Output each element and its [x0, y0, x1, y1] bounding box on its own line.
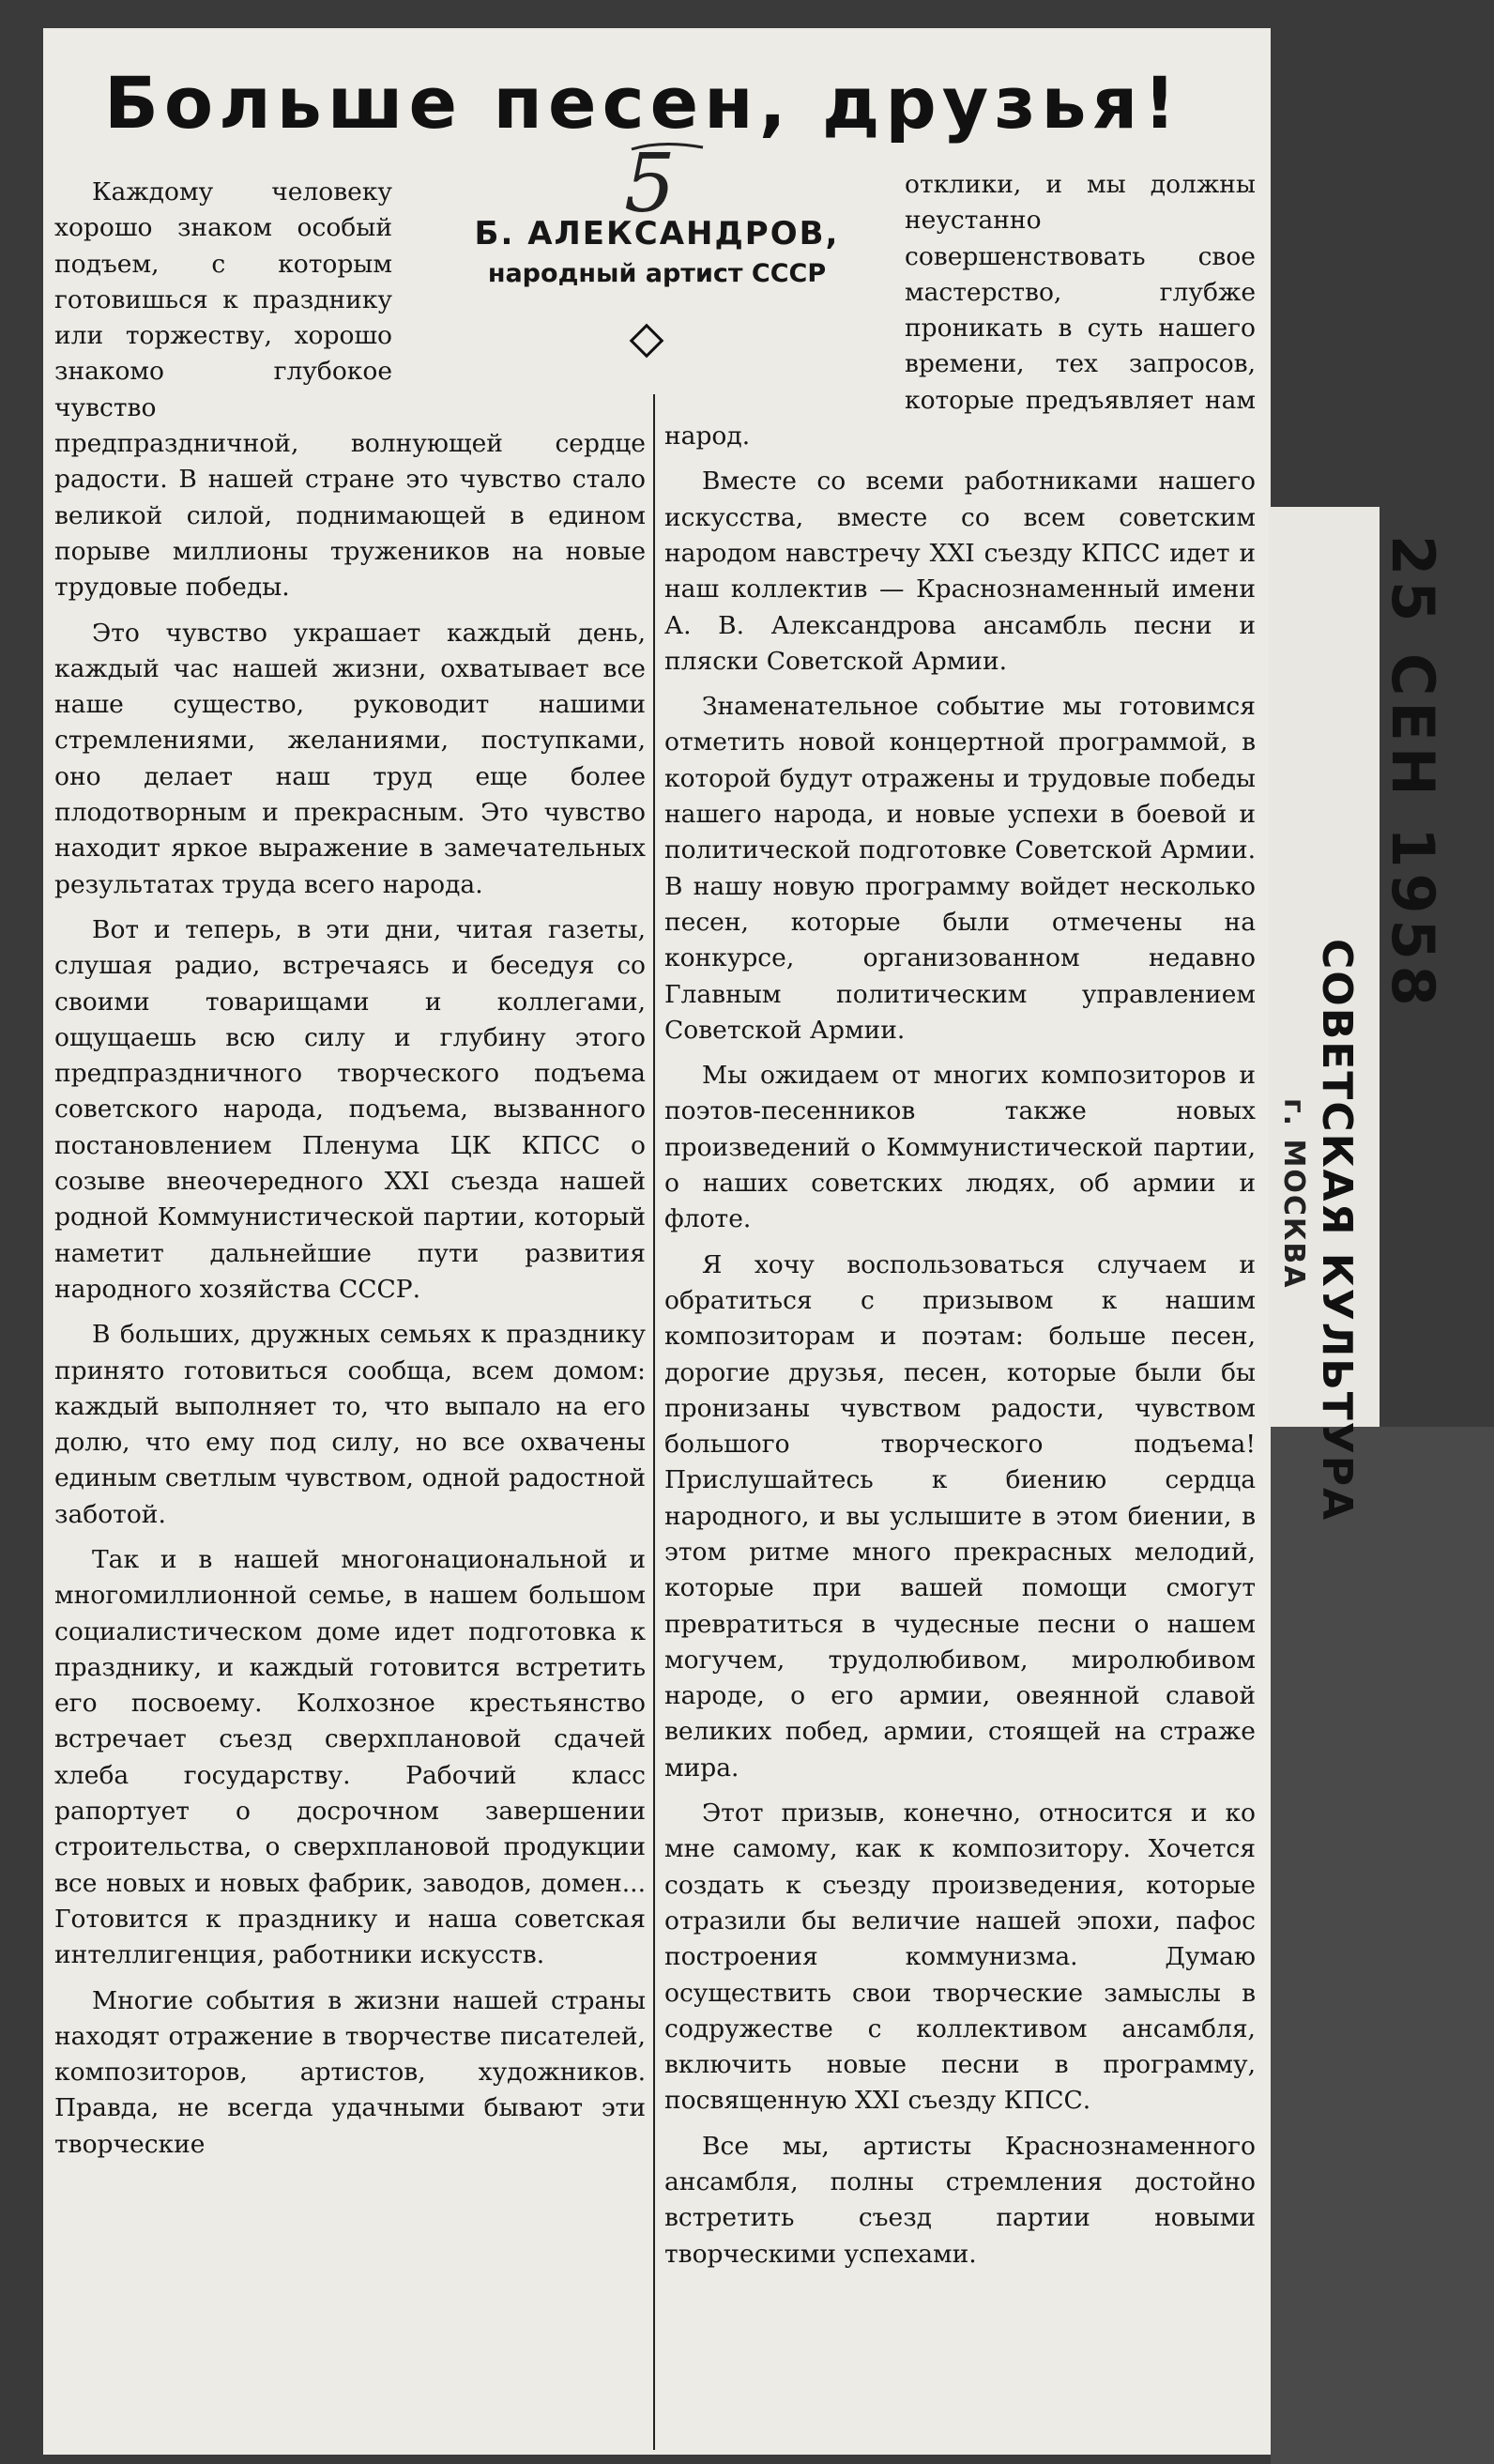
- article-paragraph: В больших, дружных семьях к празднику принято готовиться сообща, всем домом: каждый выполняет то, что выпало на его долю, что ему под силу, но все охвачены единым светлым чувством, одной радостной заботой.: [54, 1320, 646, 1529]
- article-paragraph: Этот призыв, конечно, относится и ко мне самому, как к композитору. Хочется создать к съезду произведения, которые отразили бы величие нашей эпохи, пафос построения коммунизма. Думаю осуществить свои творческие замыслы в содружестве с коллективом ансамбля, включить новые песни в программу, посвященную XXI съезду КПСС.: [664, 1798, 1256, 2116]
- article-paragraph: отклики, и мы должны неустанно совершенствовать свое мастерство, глубже проникать в суть нашего времени, тех запросов, которые предъявляет нам народ.: [664, 170, 1256, 451]
- byline-title: народный артист СССР: [487, 259, 827, 288]
- article-paragraph: Это чувство украшает каждый день, каждый час нашей жизни, охватывает все наше существо, руководит нашими стремлениями, желаниями, поступками, оно делает наш труд еще более плодотворным и прекрасным. Это чувство находит яркое выражение в замечательных результатах труда всего народа.: [54, 618, 646, 899]
- article-right-column: [664, 167, 1256, 2273]
- article-paragraph: Вместе со всеми работниками нашего искусства, вместе со всем советским народом навстречу XXI съезду КПСС идет и наш коллектив — Краснознаменный имени А. В. Александрова ансамбль песни и пляски Советской Армии.: [664, 467, 1256, 676]
- byline-author: Б. АЛЕКСАНДРОВ,: [474, 215, 840, 253]
- byline-spacer: [392, 175, 646, 396]
- article-headline: Больше песен, друзья!: [103, 61, 1182, 145]
- column-divider: [653, 394, 655, 2450]
- article-paragraph: Знаменательное событие мы готовимся отметить новой концертной программой, в которой будут отражены и трудовые победы нашего народа, и новые успехи в боевой и политической подготовке Советской Армии. В нашу новую программу войдет несколько песен, которые были отмечены на конкурсе, организованном недавно Главным политическим управлением Советской Армии.: [664, 692, 1256, 1045]
- newspaper-city-stamp: г. МОСКВА: [1277, 1098, 1310, 1290]
- article-paragraph: Я хочу воспользоваться случаем и обратиться с призывом к нашим композиторам и поэтам: больше песен, дорогие друзья, песен, которые были бы пронизаны чувством радости, чувством большого творческого подъема! Прислушайтесь к биению сердца народного, и вы услышите в этом биении, в этом ритме много прекрасных мелодий, которые при вашей помощи смогут превратиться в чудесные песни о нашем могучем, трудолюбивом, миролюбивом народе, о его армии, овеянной славой великих побед, армии, стоящей на страже мира.: [664, 1249, 1256, 1783]
- article-paragraph: Вот и теперь, в эти дни, читая газеты, слушая радио, встречаясь и беседуя со своими товарищами и коллегами, ощущаешь всю силу и глубину этого предпраздничного творческого подъема советского народа, подъема, вызванного постановлением Пленума ЦК КПСС о созыве внеочередного XXI съезда нашей родной Коммунистической партии, который наметит дальнейшие пути развития народного хозяйства СССР.: [54, 914, 646, 1304]
- background-board: [1271, 1427, 1494, 2464]
- byline-spacer-right: [664, 167, 905, 389]
- newspaper-name-stamp: СОВЕТСКАЯ КУЛЬТУРА: [1313, 939, 1361, 1523]
- article-paragraph: Так и в нашей многонациональной и многомиллионной семье, в нашем большом социалистическом доме идет подготовка к празднику, и каждый готовится встретить его посвоему. Колхозное крестьянство встречает съезд сверхплановой сдачей хлеба государству. Рабочий класс рапортует о досрочном завершении строительства, о сверхплановой продукции все новых и новых фабрик, заводов, домен... Готовится к празднику и наша советская интеллигенция, работники искусств.: [54, 1544, 646, 1970]
- date-stamp: 25 СЕН 1958: [1379, 535, 1447, 1012]
- article-left-column: [54, 175, 646, 2163]
- article-paragraph: Многие события в жизни нашей страны находят отражение в творчестве писателей, композиторов, артистов, художников. Правда, не всегда удачными бывают эти творческие: [54, 1985, 646, 2159]
- svg-text:5: 5: [624, 137, 676, 230]
- article-paragraph: Все мы, артисты Краснознаменного ансамбля, полны стремления достойно встретить съезд партии новыми творческими успехами.: [664, 2131, 1256, 2269]
- article-paragraph: Мы ожидаем от многих композиторов и поэтов-песенников также новых произведений о Коммунистической партии, о наших советских людях, об армии и флоте.: [664, 1061, 1256, 1234]
- article-paragraph: Каждому человеку хорошо знаком особый подъем, с которым готовишься к празднику или торжеству, хорошо знакомо глубокое чувство предпраздничной, волнующей сердце радости. В нашей стране это чувство стало великой силой, поднимающей в едином порыве миллионы тружеников на новые трудовые победы.: [54, 177, 646, 603]
